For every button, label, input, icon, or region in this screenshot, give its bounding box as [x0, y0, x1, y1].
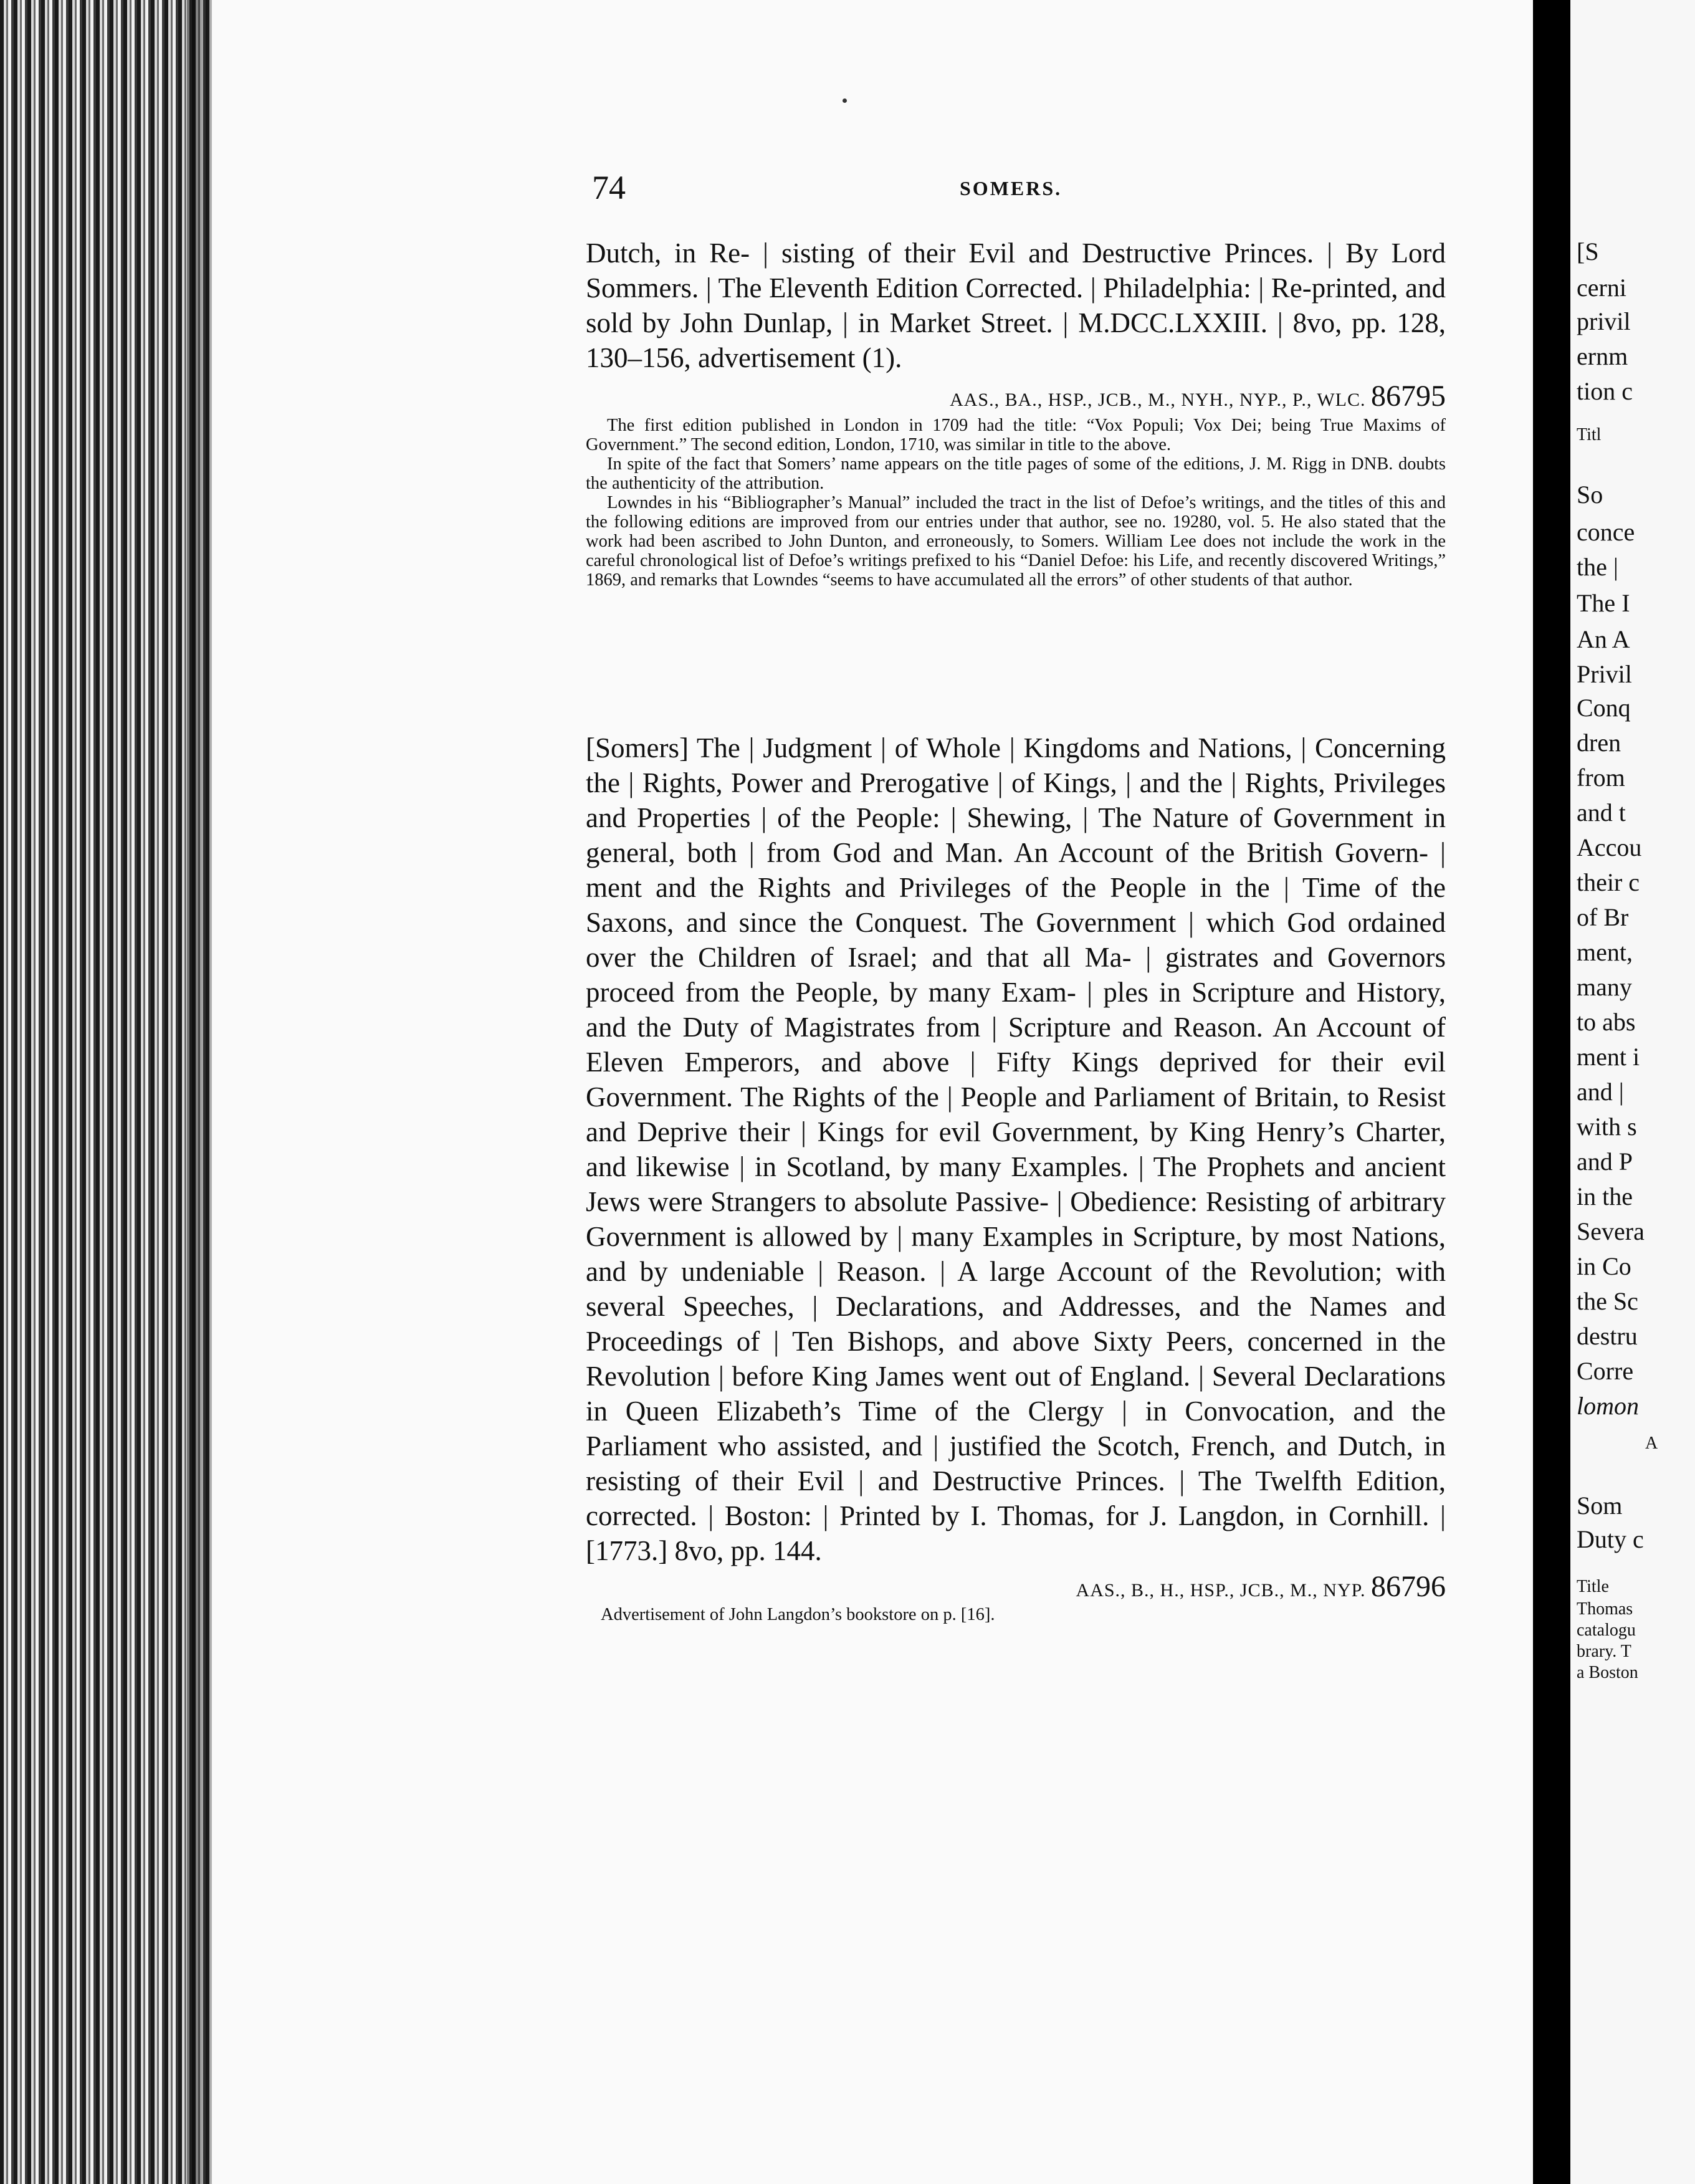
- entry-86796-locations-line: [586, 1569, 1446, 1604]
- facing-page-fragment: [1570, 0, 1695, 2184]
- facing-line: A: [1645, 1434, 1658, 1453]
- entry-86796-note: Advertisement of John Langdon’s bookstore on p. [16].: [601, 1605, 995, 1624]
- facing-line: dren: [1577, 729, 1621, 757]
- facing-line: cerni: [1577, 274, 1626, 302]
- page-number: 74: [592, 169, 626, 206]
- facing-line: to abs: [1577, 1008, 1636, 1036]
- facing-line: ment i: [1577, 1043, 1640, 1071]
- facing-line: of Br: [1577, 903, 1629, 931]
- facing-line: brary. T: [1577, 1642, 1631, 1661]
- facing-line: conce: [1577, 518, 1635, 546]
- entry-86796-number: 86796: [1371, 1570, 1446, 1603]
- facing-line: [S: [1577, 237, 1599, 266]
- facing-line: in the: [1577, 1182, 1633, 1210]
- facing-line: a Boston: [1577, 1663, 1638, 1682]
- facing-line: Som: [1577, 1492, 1623, 1520]
- facing-line: Titl: [1577, 425, 1602, 444]
- entry-86795-note-2: In spite of the fact that Somers’ name appears on the title pages of some of the editions, J. M. Rigg in DNB. doubts the authenticity of the attribution.: [586, 454, 1446, 493]
- entry-86796-locations: AAS., B., H., HSP., JCB., M., NYP.: [1076, 1580, 1366, 1601]
- ink-speck: [843, 98, 847, 103]
- facing-line: Title: [1577, 1577, 1609, 1596]
- facing-line: and |: [1577, 1078, 1624, 1106]
- book-gutter: [1533, 0, 1570, 2184]
- entry-86795-note-3: Lowndes in his “Bibliographer’s Manual” included the tract in the list of Defoe’s writings, and the titles of this and the following editions are improved from our entries under that author, see no. 19280, vol. 5. He also stated that the work had been ascribed to John Dunton, and erroneously, to Somers. William Lee does not include the work in the careful chronological list of Defoe’s writings prefixed to his “Daniel Defoe: his Life, and recently discovered Writings,” 1869, and remarks that Lowndes “seems to have accumulated all the errors” of other students of that author.: [586, 493, 1446, 590]
- facing-line: lomon: [1577, 1392, 1639, 1420]
- entry-86795: [586, 236, 1446, 590]
- facing-line: catalogu: [1577, 1621, 1636, 1640]
- facing-line: in Co: [1577, 1252, 1631, 1280]
- entry-86795-body: Dutch, in Re- | sisting of their Evil and Destructive Princes. | By Lord Sommers. | The Eleventh Edition Corrected. | Philadelphia: | Re-printed, and sold by John Dunlap, | in Market Street. | M.DCC.LXXIII. | 8vo, pp. 128, 130–156, advertisement (1).: [586, 237, 1446, 373]
- facing-line: the |: [1577, 553, 1618, 581]
- facing-line: from: [1577, 764, 1625, 792]
- facing-line: their c: [1577, 868, 1640, 896]
- facing-line: So: [1577, 481, 1603, 509]
- facing-line: tion c: [1577, 377, 1633, 405]
- entry-86795-number: 86795: [1371, 380, 1446, 413]
- facing-line: privil: [1577, 307, 1631, 335]
- facing-line: and P: [1577, 1147, 1633, 1176]
- running-head: [592, 168, 1464, 206]
- facing-line: with s: [1577, 1113, 1637, 1141]
- facing-line: Thomas: [1577, 1599, 1633, 1619]
- facing-line: Duty c: [1577, 1525, 1644, 1553]
- facing-line: Conq: [1577, 694, 1631, 722]
- facing-line: and t: [1577, 798, 1626, 826]
- entry-86795-note-1: The first edition published in London in 1709 had the title: “Vox Populi; Vox Dei; being True Maxims of Government.” The second edition, London, 1710, was similar in title to the above.: [586, 416, 1446, 454]
- facing-line: The I: [1577, 589, 1630, 617]
- facing-line: Accou: [1577, 833, 1642, 861]
- entry-86795-locations-line: [586, 379, 1446, 413]
- running-title: SOMERS.: [960, 177, 1062, 199]
- facing-line: ernm: [1577, 342, 1628, 370]
- facing-line: Corre: [1577, 1357, 1634, 1385]
- facing-line: destru: [1577, 1322, 1638, 1350]
- facing-line: Severa: [1577, 1217, 1645, 1245]
- facing-line: ment,: [1577, 938, 1633, 966]
- facing-line: the Sc: [1577, 1287, 1638, 1315]
- entry-86795-locations: AAS., BA., HSP., JCB., M., NYH., NYP., P., WLC.: [950, 390, 1366, 410]
- entry-86796: [586, 730, 1446, 1624]
- entry-86796-body: [Somers] The | Judgment | of Whole | Kingdoms and Nations, | Concerning the | Rights, Power and Prerogative | of Kings, | and the | Rights, Privileges and Properties | of the People: | Shewing, | The Nature of Government in general, both | from God and Man. An Account of the British Govern- | ment and the Rights and Privileges of the People in the | Time of the Saxons, and since the Conquest. The Government | which God ordained over the Children of Israel; and that all Ma- | gistrates and Governors proceed from the People, by many Exam- | ples in Scripture and History, and the Duty of Magistrates from | Scripture and Reason. An Account of Eleven Emperors, and above | Fifty Kings deprived for their evil Government. The Rights of the | People and Parliament of Britain, to Resist and Deprive their | Kings for evil Government, by King Henry’s Charter, and likewise | in Scotland, by many Examples. | The Prophets and ancient Jews were Strangers to absolute Passive- | Obedience: Resisting of arbitrary Government is allowed by | many Examples in Scripture, by most Nations, and by undeniable | Reason. | A large Account of the Revolution; with several Speeches, | Declarations, and Addresses, and the Names and Proceedings of | Ten Bishops, and above Sixty Peers, concerned in the Revolution | before King James went out of England. | Several Declarations in Queen Elizabeth’s Time of the Clergy | in Convocation, and the Parliament who assisted, and | justified the Scotch, French, and Dutch, in resisting of their Evil | and Destructive Princes. | The Twelfth Edition, corrected. | Boston: | Printed by I. Thomas, for J. Langdon, in Cornhill. | [1773.] 8vo, pp. 144.: [586, 732, 1446, 1566]
- facing-line: many: [1577, 973, 1632, 1001]
- facing-line: Privil: [1577, 660, 1632, 688]
- facing-line: An A: [1577, 625, 1630, 653]
